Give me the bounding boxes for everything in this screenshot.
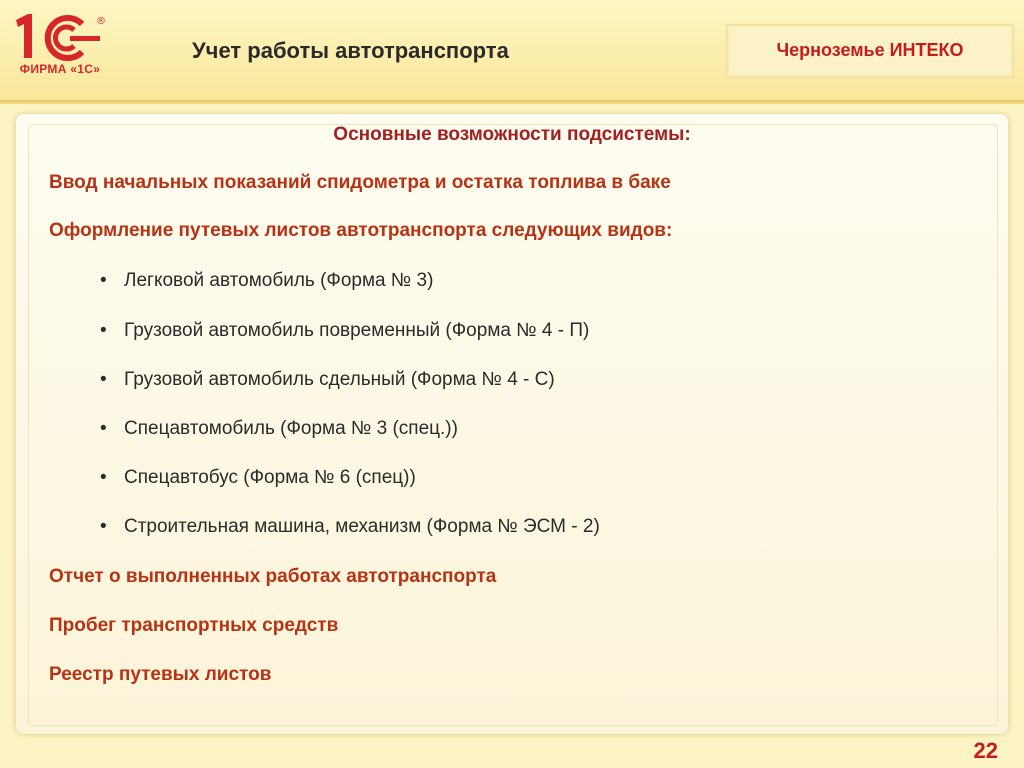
registered-mark: ® (96, 16, 106, 27)
feature-item: Ввод начальных показаний спидометра и остатка топлива в баке (49, 172, 671, 193)
list-item-text: Грузовой автомобиль повременный (Форма № 4 - П) (124, 320, 590, 341)
header-divider (0, 100, 1024, 104)
feature-item: Реестр путевых листов (49, 664, 272, 685)
page-number: 22 (973, 738, 998, 763)
list-item-text: Грузовой автомобиль сдельный (Форма № 4 - С) (124, 369, 555, 390)
company-badge (726, 24, 1014, 78)
bullet-icon: • (100, 516, 107, 537)
list-item-text: Спецавтомобиль (Форма № 3 (спец.)) (124, 418, 458, 439)
list-item (100, 320, 589, 342)
list-item (100, 516, 600, 538)
feature-item: Отчет о выполненных работах автотранспорта (49, 566, 497, 587)
section-subtitle: Основные возможности подсистемы: (333, 124, 691, 145)
list-item-text: Спецавтобус (Форма № 6 (спец)) (124, 467, 416, 488)
logo-caption: ФИРМА «1С» (19, 62, 101, 76)
company-name: Черноземье ИНТЕКО (776, 40, 964, 60)
list-item-text: Строительная машина, механизм (Форма № ЭСМ - 2) (124, 516, 600, 537)
logo-1c-mark-icon (10, 12, 110, 64)
bullet-icon: • (100, 270, 107, 291)
list-item-text: Легковой автомобиль (Форма № 3) (124, 270, 434, 291)
logo-1c (10, 12, 110, 82)
feature-item: Оформление путевых листов автотранспорта следующих видов: (49, 220, 673, 241)
bullet-icon: • (100, 369, 107, 390)
header-bar (0, 0, 1024, 100)
list-item (100, 270, 433, 292)
list-item (100, 418, 458, 440)
bullet-icon: • (100, 467, 107, 488)
list-item (100, 467, 416, 489)
bullet-icon: • (100, 418, 107, 439)
page-title: Учет работы автотранспорта (192, 38, 509, 63)
bullet-icon: • (100, 320, 107, 341)
list-item (100, 369, 555, 391)
feature-item: Пробег транспортных средств (49, 615, 339, 636)
